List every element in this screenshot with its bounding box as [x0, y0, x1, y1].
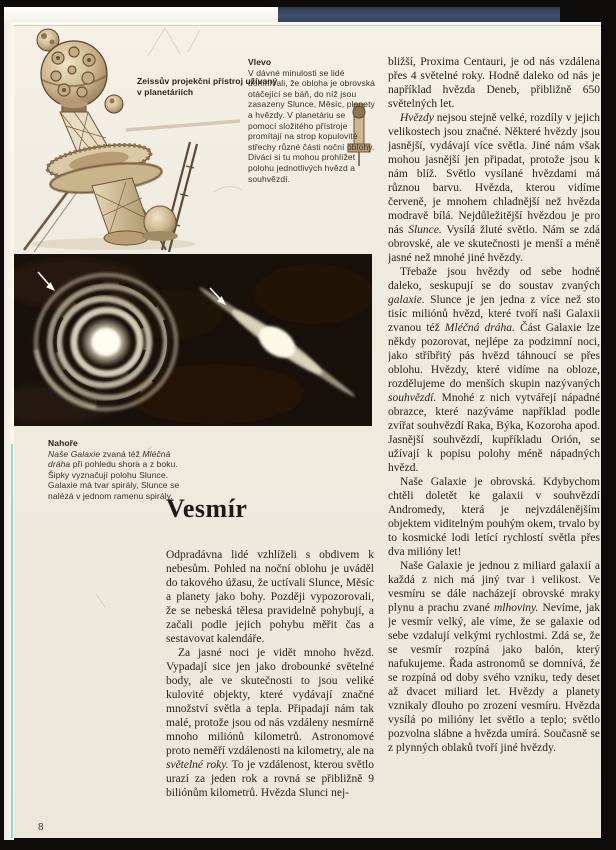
galaxy-caption-body: Naše Galaxie zvaná též Mléčná dráha při pohledu shora a z boku. Šipky vyznačují polohu Slunce. Galaxie má tvar spirály, Slunce se nalézá v jednom ramenu spirály.: [48, 448, 180, 501]
main-projection-sphere: [41, 41, 107, 107]
galaxy-caption: [48, 438, 190, 502]
projector-caption-line2: v planetáriích: [137, 86, 194, 97]
galaxy-caption-title: Nahoře: [48, 438, 78, 448]
small-sphere-port: [41, 33, 47, 39]
vlevo-caption-title: Vlevo: [248, 57, 272, 67]
deckle-edge-line: [11, 444, 13, 838]
galaxy-photo: [14, 254, 372, 426]
frame-corner: [560, 0, 616, 22]
vlevo-caption: [248, 57, 375, 184]
book-cover-spine: [278, 7, 592, 22]
article-right-column: bližší, Proxima Centauri, je od nás vzdálena přes 4 světelné roky. Hodně daleko od nás je například hvězda Deneb, přibližně 650 světelných let. Hvězdy nejsou stejně velké, rozdíly v jejich velikostech jsou značné. Některé hvězdy jsou jasnější, vydávají více světla. Jiné nám však mohou jasnější jen připadat, protože jsou k nám blíž. Světlo vysílané hvězdami má různou barvu. Hvězda, kterou vidíme červeně, je mnohem chladnější než hvězda modravě bílá. Nejdůležitější hvězdou je pro nás Slunce. Vysílá žluté světlo. Nám se zdá obrovské, ale ve skutečnosti je menší a méně jasné než mnohé jiné hvězdy. Třebaže jsou hvězdy od sebe hodně daleko, seskupují se do soustav zvaných galaxie. Slunce je jen jedna z více než sto tisíc miliónů hvězd, které tvoří naši Galaxii zvanou též Mléčná dráha. Část Galaxie lze někdy pozorovat, nejlépe za podzimní noci, jako stříbřitý pás hvězd táhnoucí se přes oblohu. Hvězdy, které vidíme na obloze, rozdělujeme do menších skupin nazývaných souhvězdí. Mnohé z nich vytvářejí nápadné obrazce, které nazýváme například podle zvířat souhvězdí Raka, Býka, Kozoroha apod. Jasnější souhvězdí, kupříkladu Orión, se užívají k popisu polohy méně nápadných hvězd. Naše Galaxie je obrovská. Kdybychom chtěli doletět ke galaxii v souhvězdí Andromedy, která je nejvzdálenějším objektem viditelným pouhým okem, trvalo by to kosmické lodi letící rychlostí světla přes dva milióny let! Naše Galaxie je jednou z miliard galaxií a každá z nich má jiný tvar i velikost. Ve vesmíru se dále nacházejí obrovské mraky plynu a prachu zvané mlhoviny. Nevíme, jak je vesmír velký, ale víme, že se galaxie od sebe vzdalují velkými rychlostmi. Zdá se, že se vesmír rozpíná jako balón, který nafukujeme. Řada astronomů se domnívá, že se rozpíná od doby svého vzniku, tedy deset až dvacet miliard let. Hvězdy a planety vznikaly dlouho po zrození vesmíru. Hvězda vysílá po milióny let světlo a teplo; světlo pozvolna slábne a hvězda umírá. Současně se z plynných oblaků tvoří jiné hvězdy.: [388, 56, 600, 754]
article-left-column: Odpradávna lidé vzhlíželi s obdivem k nebesům. Pohled na noční oblohu je uváděl do takového úžasu, že uctívali Slunce, Měsíc a planety jako bohy. Později vypozorovali, že se nebeská tělesa pravidelně pohybují, a začali podle jejich pohybu měřit čas a sestavovat kalendáře. Za jasné noci je vidět mnoho hvězd. Vypadají sice jen jako drobounké světelné body, ale ve skutečnosti to jsou veliké kulovité objekty, které vydávají značné množství světla a tepla. Připadají nám tak malé, protože jsou od nás vzdáleny nesmírně mnoho miliónů kilometrů. Astronomové proto neměří vzdálenosti na kilometry, ale na světelné roky. To je vzdálenost, kterou světlo urazí za jeden rok a rovná se přibližně 9 biliónům kilometrů. Hvězda Slunci nej-: [166, 549, 374, 799]
small-sphere-port: [50, 40, 55, 45]
page-number: 8: [38, 822, 44, 833]
page-title: Vesmír: [166, 494, 248, 523]
vlevo-caption-body: V dávné minulosti se lidé domnívali, že obloha je obrovská otáčející se báň, do níž jsou zasazeny Slunce, Měsíc, planety a hvězdy. V planetáriu se pomocí složitého přístroje promítají na strop kopulovité střechy různé části noční oblohy. Diváci si tu mohou prohlížet polohu jednotlivých hvězd a souhvězdí.: [248, 67, 375, 184]
projector-caption-line1: Zeissův projekční přístroj užívaný: [137, 76, 278, 86]
page-edge-top: [4, 7, 278, 22]
pedestal: [92, 178, 178, 245]
projector-arm: [126, 121, 240, 130]
